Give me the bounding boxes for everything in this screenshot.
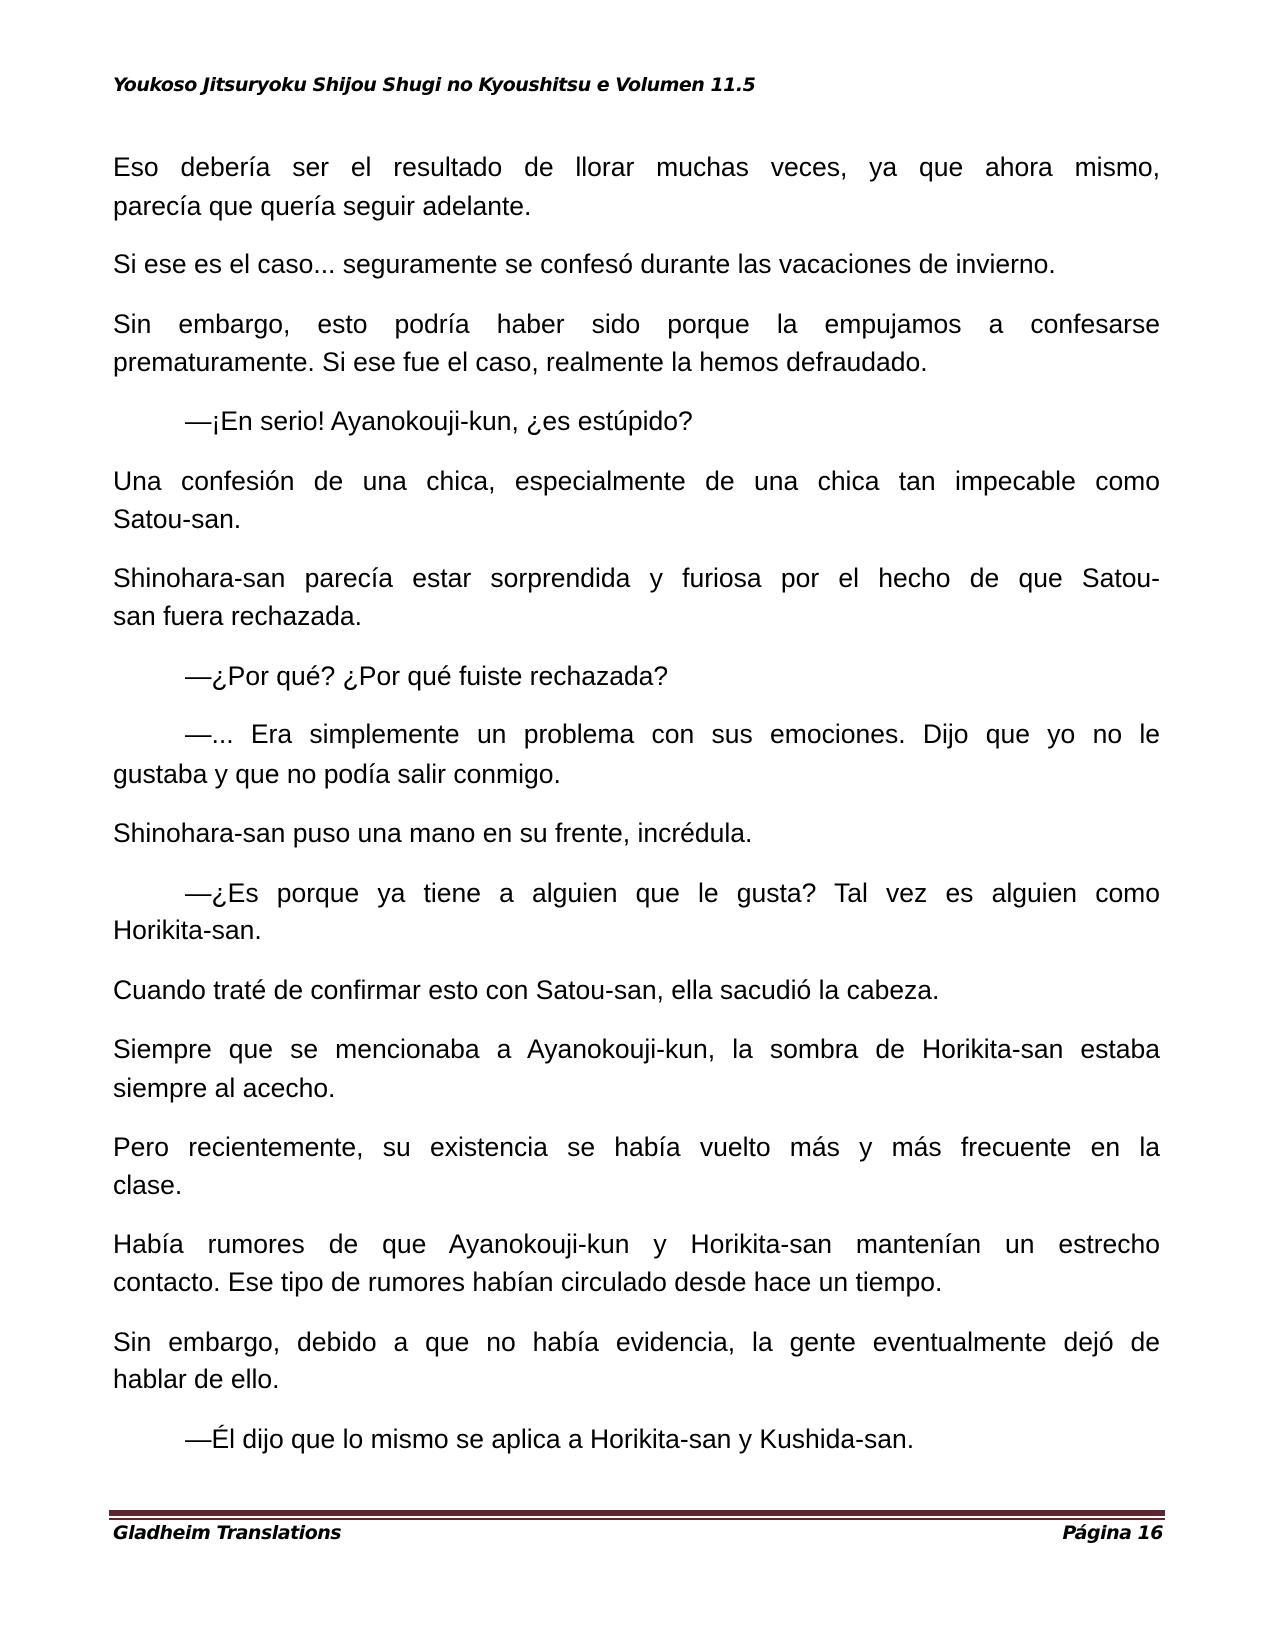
text-line: Eso debería ser el resultado de llorar muchas veces, ya que ahora mismo, xyxy=(113,152,1160,182)
text-line: Shinohara-san puso una mano en su frente, incrédula. xyxy=(113,818,753,848)
footer-page-number: Página 16 xyxy=(1062,1522,1163,1544)
text-line: Sin embargo, debido a que no había evidencia, la gente eventualmente dejó de xyxy=(113,1327,1160,1357)
text-line: Horikita-san. xyxy=(113,915,262,945)
text-line: Si ese es el caso... seguramente se confesó durante las vacaciones de invierno. xyxy=(113,249,1056,279)
text-line: hablar de ello. xyxy=(113,1364,280,1394)
footer-rule-thin xyxy=(109,1518,1165,1520)
footer-rule-thick xyxy=(109,1510,1165,1516)
text-line: siempre al acecho. xyxy=(113,1073,336,1103)
footer-publisher: Gladheim Translations xyxy=(113,1522,342,1544)
text-line: prematuramente. Si ese fue el caso, realmente la hemos defraudado. xyxy=(113,347,928,377)
text-line: —¿Por qué? ¿Por qué fuiste rechazada? xyxy=(185,661,669,691)
text-line: Satou-san. xyxy=(113,504,242,534)
text-line: clase. xyxy=(113,1170,183,1200)
page-header-title: Youkoso Jitsuryoku Shijou Shugi no Kyoushitsu e Volumen 11.5 xyxy=(113,74,756,96)
text-line: Cuando traté de confirmar esto con Satou-san, ella sacudió la cabeza. xyxy=(113,975,940,1005)
text-line: —Él dijo que lo mismo se aplica a Horikita-san y Kushida-san. xyxy=(185,1424,915,1454)
text-line: gustaba y que no podía salir conmigo. xyxy=(113,759,561,789)
text-line: Pero recientemente, su existencia se había vuelto más y más frecuente en la xyxy=(113,1132,1160,1162)
text-line: —¡En serio! Ayanokouji-kun, ¿es estúpido? xyxy=(185,406,693,436)
text-line: Había rumores de que Ayanokouji-kun y Horikita-san mantenían un estrecho xyxy=(113,1229,1160,1259)
text-line: —... Era simplemente un problema con sus emociones. Dijo que yo no le xyxy=(185,719,1160,749)
text-line: parecía que quería seguir adelante. xyxy=(113,191,532,221)
text-line: —¿Es porque ya tiene a alguien que le gusta? Tal vez es alguien como xyxy=(185,878,1160,908)
text-line: Sin embargo, esto podría haber sido porque la empujamos a confesarse xyxy=(113,309,1160,339)
text-line: san fuera rechazada. xyxy=(113,601,362,631)
text-line: Siempre que se mencionaba a Ayanokouji-kun, la sombra de Horikita-san estaba xyxy=(113,1034,1160,1064)
text-line: Una confesión de una chica, especialmente de una chica tan impecable como xyxy=(113,466,1160,496)
text-line: contacto. Ese tipo de rumores habían circulado desde hace un tiempo. xyxy=(113,1267,943,1297)
text-line: Shinohara-san parecía estar sorprendida y furiosa por el hecho de que Satou- xyxy=(113,563,1160,593)
